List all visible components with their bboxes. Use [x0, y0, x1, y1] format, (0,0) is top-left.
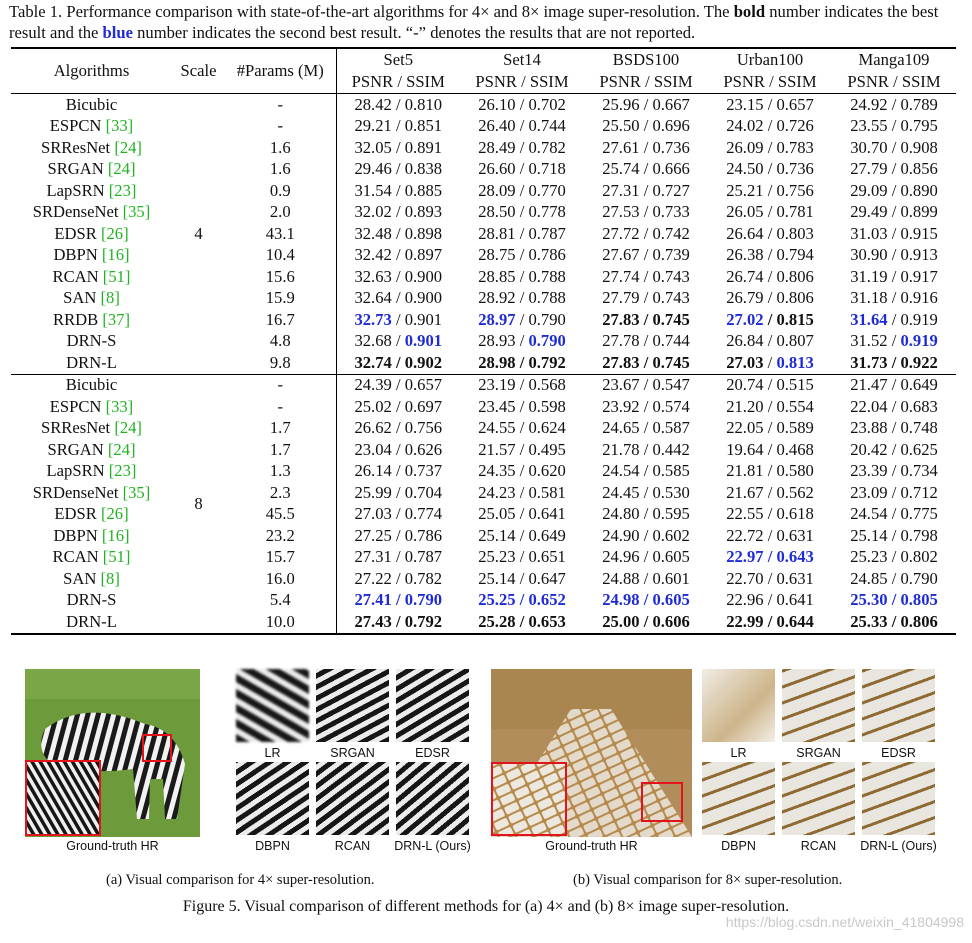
crop-label: SRGAN [330, 746, 375, 760]
crop-label: EDSR [415, 746, 450, 760]
metric-label: PSNR / SSIM [336, 71, 460, 94]
params-value: 2.3 [269, 482, 291, 502]
psnr-ssim-cell: 21.78 / 0.442 [602, 439, 690, 459]
psnr-ssim-cell: 27.67 / 0.739 [602, 245, 690, 265]
table-row [11, 525, 956, 547]
psnr-ssim-cell: 25.33 / 0.806 [832, 611, 956, 634]
psnr-ssim-cell: 25.74 / 0.666 [602, 159, 690, 179]
psnr-ssim-cell: 25.14 / 0.649 [478, 525, 566, 545]
psnr-ssim-cell: 25.00 / 0.606 [584, 611, 708, 634]
psnr-ssim-cell: 26.38 / 0.794 [726, 245, 814, 265]
psnr-ssim-cell: 22.72 / 0.631 [726, 525, 814, 545]
psnr-ssim-cell: 29.21 / 0.851 [336, 116, 460, 138]
psnr-ssim-cell: 24.02 / 0.726 [726, 116, 814, 136]
psnr-ssim-cell: 31.64 / 0.919 [850, 309, 938, 329]
psnr-ssim-cell: 25.99 / 0.704 [336, 482, 460, 504]
crop-label: DRN-L (Ours) [394, 839, 471, 853]
psnr-ssim-cell: 31.18 / 0.916 [850, 288, 938, 308]
citation-link[interactable]: [35] [122, 482, 151, 502]
algorithm-name: SAN [8] [63, 568, 120, 588]
psnr-ssim-cell: 21.57 / 0.495 [478, 439, 566, 459]
crop-label: DBPN [721, 839, 756, 853]
psnr-ssim-cell: 30.70 / 0.908 [850, 137, 938, 157]
algorithm-name: RCAN [51] [52, 266, 131, 286]
table-row [11, 611, 956, 634]
psnr-ssim-cell: 24.90 / 0.602 [602, 525, 690, 545]
psnr-ssim-cell: 32.73 / 0.901 [336, 309, 460, 331]
psnr-ssim-cell: 28.92 / 0.788 [478, 288, 566, 308]
psnr-ssim-cell: 30.90 / 0.913 [850, 245, 938, 265]
psnr-ssim-cell: 26.84 / 0.807 [726, 331, 814, 351]
table-row [11, 547, 956, 569]
algorithm-name: LapSRN [23] [46, 180, 137, 200]
algorithm-name: SRResNet [24] [41, 418, 142, 438]
psnr-ssim-cell: 28.49 / 0.782 [478, 137, 566, 157]
pavement-ground-truth-image [491, 669, 692, 837]
psnr-ssim-cell: 31.52 / 0.919 [850, 331, 938, 351]
params-value: 10.0 [225, 611, 336, 634]
crop-label: DRN-L (Ours) [860, 839, 937, 853]
params-value: 0.9 [269, 180, 291, 200]
algorithm-name: ESPCN [33] [49, 116, 134, 136]
watermark: https://blog.csdn.net/weixin_41804998 [725, 914, 964, 930]
psnr-ssim-cell: 28.50 / 0.778 [478, 202, 566, 222]
params-value: 10.4 [265, 245, 295, 265]
citation-link[interactable]: [16] [101, 525, 130, 545]
psnr-ssim-cell: 28.81 / 0.787 [478, 223, 566, 243]
metric-label: PSNR / SSIM [832, 71, 956, 94]
psnr-ssim-cell: 31.54 / 0.885 [336, 180, 460, 202]
citation-link[interactable]: [16] [101, 245, 130, 265]
psnr-ssim-cell: 24.54 / 0.775 [850, 504, 938, 524]
params-value: 1.6 [269, 159, 291, 179]
table-row [11, 482, 956, 504]
psnr-ssim-cell: 21.20 / 0.554 [726, 396, 814, 416]
psnr-ssim-cell: 32.02 / 0.893 [336, 202, 460, 224]
psnr-ssim-cell: 25.14 / 0.798 [850, 525, 938, 545]
header-set5: Set5 [336, 48, 460, 71]
citation-link[interactable]: [8] [100, 568, 120, 588]
psnr-ssim-cell: 26.60 / 0.718 [478, 159, 566, 179]
psnr-ssim-cell: 23.45 / 0.598 [478, 396, 566, 416]
psnr-ssim-cell: 24.35 / 0.620 [478, 461, 566, 481]
psnr-ssim-cell: 22.04 / 0.683 [850, 396, 938, 416]
psnr-ssim-cell: 31.19 / 0.917 [850, 266, 938, 286]
table-row [11, 180, 956, 202]
citation-link[interactable]: [26] [100, 504, 129, 524]
psnr-ssim-cell: 24.65 / 0.587 [602, 418, 690, 438]
psnr-ssim-cell: 27.79 / 0.743 [602, 288, 690, 308]
algorithm-name: Bicubic [11, 374, 172, 396]
gt-label-a: Ground-truth HR [66, 839, 159, 853]
params-value: - [277, 396, 284, 416]
scale-value: 8 [172, 374, 225, 634]
algorithm-name: SRGAN [24] [47, 439, 136, 459]
header-manga109: Manga109 [832, 48, 956, 71]
table-row [11, 461, 956, 483]
psnr-ssim-cell: 26.62 / 0.756 [336, 418, 460, 440]
crop-label: SRGAN [796, 746, 841, 760]
zoom-inset [26, 761, 100, 835]
table-row [11, 159, 956, 181]
psnr-ssim-cell: 28.75 / 0.786 [478, 245, 566, 265]
table-row [11, 504, 956, 526]
crop-image [862, 762, 935, 835]
psnr-ssim-cell: 27.83 / 0.745 [602, 309, 690, 329]
metric-label: PSNR / SSIM [708, 71, 832, 94]
psnr-ssim-cell: 32.63 / 0.900 [336, 266, 460, 288]
table-row [11, 202, 956, 224]
psnr-ssim-cell: 26.40 / 0.744 [478, 116, 566, 136]
table-row [11, 396, 956, 418]
params-value: 15.6 [265, 266, 295, 286]
psnr-ssim-cell: 27.31 / 0.727 [602, 180, 690, 200]
params-value: 15.9 [265, 288, 295, 308]
crop-label: LR [264, 746, 281, 760]
params-value: - [225, 374, 336, 396]
algorithm-name: DRN-S [66, 590, 117, 610]
psnr-ssim-cell: 22.05 / 0.589 [726, 418, 814, 438]
crop-image [236, 669, 309, 742]
algorithm-name: RRDB [37] [53, 309, 130, 329]
params-value: 2.0 [269, 202, 291, 222]
params-value: 16.7 [265, 309, 295, 329]
table-row [11, 288, 956, 310]
citation-link[interactable]: [23] [108, 461, 137, 481]
psnr-ssim-cell: 24.39 / 0.657 [336, 374, 460, 396]
psnr-ssim-cell: 24.85 / 0.790 [850, 568, 938, 588]
psnr-ssim-cell: 25.14 / 0.647 [478, 568, 566, 588]
psnr-ssim-cell: 23.92 / 0.574 [602, 396, 690, 416]
algorithm-name: EDSR [26] [54, 223, 129, 243]
params-value: 1.6 [269, 137, 291, 157]
algorithm-name: LapSRN [23] [46, 461, 137, 481]
header-set14: Set14 [460, 48, 584, 71]
gt-label-b: Ground-truth HR [545, 839, 638, 853]
header-bsds100: BSDS100 [584, 48, 708, 71]
params-value: 1.3 [269, 461, 291, 481]
crop-label: LR [730, 746, 747, 760]
psnr-ssim-cell: 25.25 / 0.652 [478, 590, 566, 610]
citation-link[interactable]: [33] [105, 116, 134, 136]
psnr-ssim-cell: 27.43 / 0.792 [336, 611, 460, 634]
citation-link[interactable]: [24] [114, 418, 142, 438]
psnr-ssim-cell: 28.85 / 0.788 [478, 266, 566, 286]
psnr-ssim-cell: 23.55 / 0.795 [850, 116, 938, 136]
scale-value: 4 [194, 223, 203, 243]
table-row [11, 352, 956, 374]
psnr-ssim-cell: 24.98 / 0.605 [602, 590, 690, 610]
params-value: - [277, 116, 284, 136]
psnr-ssim-cell: 24.92 / 0.789 [850, 94, 938, 114]
psnr-ssim-cell: 22.96 / 0.641 [726, 590, 814, 610]
algorithm-name: SRDenseNet [35] [32, 202, 151, 222]
table-row [11, 374, 956, 396]
table-row [11, 137, 956, 159]
citation-link[interactable]: [37] [102, 309, 130, 329]
psnr-ssim-cell: 29.09 / 0.890 [850, 180, 938, 200]
psnr-ssim-cell: 27.72 / 0.742 [602, 223, 690, 243]
psnr-ssim-cell: 25.28 / 0.653 [460, 611, 584, 634]
psnr-ssim-cell: 25.23 / 0.651 [478, 547, 566, 567]
psnr-ssim-cell: 26.05 / 0.781 [726, 202, 814, 222]
crop-image [702, 669, 775, 742]
psnr-ssim-cell: 32.68 / 0.901 [336, 331, 460, 353]
table-row [11, 223, 956, 245]
table-row [11, 439, 956, 461]
psnr-ssim-cell: 29.46 / 0.838 [336, 159, 460, 181]
psnr-ssim-cell: 28.97 / 0.790 [478, 309, 566, 329]
params-value: 4.8 [269, 331, 291, 351]
citation-link[interactable]: [24] [107, 439, 136, 459]
psnr-ssim-cell: 25.30 / 0.805 [850, 590, 938, 610]
psnr-ssim-cell: 27.02 / 0.815 [726, 309, 814, 329]
zebra-ground-truth-image [25, 669, 200, 837]
psnr-ssim-cell: 23.15 / 0.657 [726, 94, 814, 114]
psnr-ssim-cell: 24.96 / 0.605 [602, 547, 690, 567]
psnr-ssim-cell: 25.23 / 0.802 [850, 547, 938, 567]
psnr-ssim-cell: 27.41 / 0.790 [336, 590, 460, 612]
psnr-ssim-cell: 29.49 / 0.899 [850, 202, 938, 222]
psnr-ssim-cell: 31.73 / 0.922 [850, 352, 938, 372]
table-caption: Table 1. Performance comparison with state-of-the-art algorithms for 4× and 8× image super-resolution. The bold number indicates the best result and the blue number indicates the second best result. “-” denotes the results that are not reported. [9, 2, 939, 42]
psnr-ssim-cell: 20.42 / 0.625 [850, 439, 938, 459]
algorithm-name: SRGAN [24] [47, 159, 136, 179]
psnr-ssim-cell: 32.48 / 0.898 [336, 223, 460, 245]
psnr-ssim-cell: 27.53 / 0.733 [602, 202, 690, 222]
subcaption-a: (a) Visual comparison for 4× super-resolution. [106, 872, 375, 888]
params-value: 9.8 [269, 352, 291, 372]
psnr-ssim-cell: 27.25 / 0.786 [336, 525, 460, 547]
psnr-ssim-cell: 23.88 / 0.748 [850, 418, 938, 438]
header-urban100: Urban100 [708, 48, 832, 71]
psnr-ssim-cell: 26.10 / 0.702 [478, 94, 566, 114]
psnr-ssim-cell: 27.78 / 0.744 [602, 331, 690, 351]
psnr-ssim-cell: 24.50 / 0.736 [726, 159, 814, 179]
zoom-inset [492, 763, 566, 835]
crop-label: RCAN [800, 839, 837, 853]
psnr-ssim-cell: 23.19 / 0.568 [460, 374, 584, 396]
table-row [11, 590, 956, 612]
psnr-ssim-cell: 32.64 / 0.900 [336, 288, 460, 310]
crop-image [316, 762, 389, 835]
psnr-ssim-cell: 23.09 / 0.712 [850, 482, 938, 502]
params-value: 5.4 [269, 590, 291, 610]
psnr-ssim-cell: 24.88 / 0.601 [602, 568, 690, 588]
algorithm-name: DRN-L [11, 611, 172, 634]
algorithm-name: DBPN [16] [53, 525, 130, 545]
psnr-ssim-cell: 22.55 / 0.618 [726, 504, 814, 524]
crop-image [396, 669, 469, 742]
algorithm-name: SRDenseNet [35] [32, 482, 151, 502]
algorithm-name: Bicubic [65, 94, 118, 114]
psnr-ssim-cell: 21.47 / 0.649 [832, 374, 956, 396]
metric-label: PSNR / SSIM [460, 71, 584, 94]
psnr-ssim-cell: 22.97 / 0.643 [726, 547, 814, 567]
algorithm-name: ESPCN [33] [49, 396, 134, 416]
psnr-ssim-cell: 21.67 / 0.562 [726, 482, 814, 502]
crop-label: RCAN [334, 839, 371, 853]
header-params: #Params (M) [225, 48, 336, 94]
psnr-ssim-cell: 24.80 / 0.595 [602, 504, 690, 524]
params-value: 43.1 [265, 223, 295, 243]
psnr-ssim-cell: 28.98 / 0.792 [478, 352, 566, 372]
psnr-ssim-cell: 24.55 / 0.624 [478, 418, 566, 438]
crop-image [782, 669, 855, 742]
table-row [11, 331, 956, 353]
params-value: 15.7 [265, 547, 295, 567]
psnr-ssim-cell: 28.93 / 0.790 [478, 331, 566, 351]
algorithm-name: DBPN [16] [53, 245, 130, 265]
algorithm-name: SAN [8] [63, 288, 120, 308]
psnr-ssim-cell: 21.81 / 0.580 [726, 461, 814, 481]
table-row [11, 309, 956, 331]
psnr-ssim-cell: 26.14 / 0.737 [336, 461, 460, 483]
psnr-ssim-cell: 25.96 / 0.667 [602, 94, 690, 114]
table-row [11, 418, 956, 440]
psnr-ssim-cell: 24.54 / 0.585 [602, 461, 690, 481]
psnr-ssim-cell: 26.79 / 0.806 [726, 288, 814, 308]
psnr-ssim-cell: 27.79 / 0.856 [850, 159, 938, 179]
psnr-ssim-cell: 25.05 / 0.641 [478, 504, 566, 524]
psnr-ssim-cell: 25.02 / 0.697 [336, 396, 460, 418]
psnr-ssim-cell: 27.74 / 0.743 [602, 266, 690, 286]
psnr-ssim-cell: 31.03 / 0.915 [850, 223, 938, 243]
metric-label: PSNR / SSIM [584, 71, 708, 94]
psnr-ssim-cell: 23.39 / 0.734 [850, 461, 938, 481]
params-value: 23.2 [265, 525, 295, 545]
crop-label: DBPN [255, 839, 290, 853]
subcaption-b: (b) Visual comparison for 8× super-resolution. [573, 872, 843, 888]
header-algorithms: Algorithms [11, 48, 172, 94]
citation-link[interactable]: [26] [100, 223, 129, 243]
crop-image [316, 669, 389, 742]
psnr-ssim-cell: 25.50 / 0.696 [602, 116, 690, 136]
psnr-ssim-cell: 23.67 / 0.547 [584, 374, 708, 396]
algorithm-name: DRN-S [66, 331, 117, 351]
citation-link[interactable]: [35] [122, 202, 151, 222]
psnr-ssim-cell: 24.23 / 0.581 [478, 482, 566, 502]
table-row [11, 266, 956, 288]
citation-link[interactable]: [51] [102, 547, 131, 567]
crop-image [236, 762, 309, 835]
psnr-ssim-cell: 19.64 / 0.468 [726, 439, 814, 459]
params-value: - [277, 94, 284, 114]
table-row [11, 245, 956, 267]
crop-label: EDSR [881, 746, 916, 760]
figure-caption: Figure 5. Visual comparison of different methods for (a) 4× and (b) 8× image super-resolution. [182, 898, 790, 915]
algorithm-name: RCAN [51] [52, 547, 131, 567]
psnr-ssim-cell: 26.09 / 0.783 [726, 137, 814, 157]
crop-image [396, 762, 469, 835]
psnr-ssim-cell: 27.61 / 0.736 [602, 137, 690, 157]
psnr-ssim-cell: 28.42 / 0.810 [336, 94, 460, 116]
algorithm-name: EDSR [26] [54, 504, 129, 524]
header-scale: Scale [172, 48, 225, 94]
psnr-ssim-cell: 27.03 / 0.774 [336, 504, 460, 526]
citation-link[interactable]: [24] [114, 137, 142, 157]
params-value: 1.7 [269, 439, 291, 459]
psnr-ssim-cell: 22.70 / 0.631 [726, 568, 814, 588]
algorithm-name: DRN-L [66, 352, 117, 372]
crop-image [782, 762, 855, 835]
citation-link[interactable]: [23] [108, 180, 137, 200]
crop-image [862, 669, 935, 742]
psnr-ssim-cell: 25.21 / 0.756 [726, 180, 814, 200]
params-value: 16.0 [265, 568, 295, 588]
psnr-ssim-cell: 26.64 / 0.803 [726, 223, 814, 243]
citation-link[interactable]: [33] [105, 396, 134, 416]
psnr-ssim-cell: 27.22 / 0.782 [336, 568, 460, 590]
psnr-ssim-cell: 27.31 / 0.787 [336, 547, 460, 569]
table-body [11, 94, 956, 634]
psnr-ssim-cell: 27.83 / 0.745 [602, 352, 690, 372]
citation-link[interactable]: [8] [100, 288, 120, 308]
table-row [11, 568, 956, 590]
params-value: 1.7 [269, 418, 291, 438]
psnr-ssim-cell: 26.74 / 0.806 [726, 266, 814, 286]
params-value: 45.5 [265, 504, 295, 524]
algorithm-name: SRResNet [24] [41, 137, 142, 157]
table-row [11, 116, 956, 138]
psnr-ssim-cell: 23.04 / 0.626 [336, 439, 460, 461]
psnr-ssim-cell: 32.74 / 0.902 [336, 352, 460, 374]
citation-link[interactable]: [51] [102, 266, 131, 286]
performance-table [11, 47, 956, 635]
psnr-ssim-cell: 32.42 / 0.897 [336, 245, 460, 267]
table-row [11, 94, 956, 116]
psnr-ssim-cell: 24.45 / 0.530 [602, 482, 690, 502]
psnr-ssim-cell: 22.99 / 0.644 [708, 611, 832, 634]
psnr-ssim-cell: 28.09 / 0.770 [478, 180, 566, 200]
psnr-ssim-cell: 32.05 / 0.891 [336, 137, 460, 159]
citation-link[interactable]: [24] [107, 159, 136, 179]
psnr-ssim-cell: 20.74 / 0.515 [708, 374, 832, 396]
crop-image [702, 762, 775, 835]
psnr-ssim-cell: 27.03 / 0.813 [726, 352, 814, 372]
